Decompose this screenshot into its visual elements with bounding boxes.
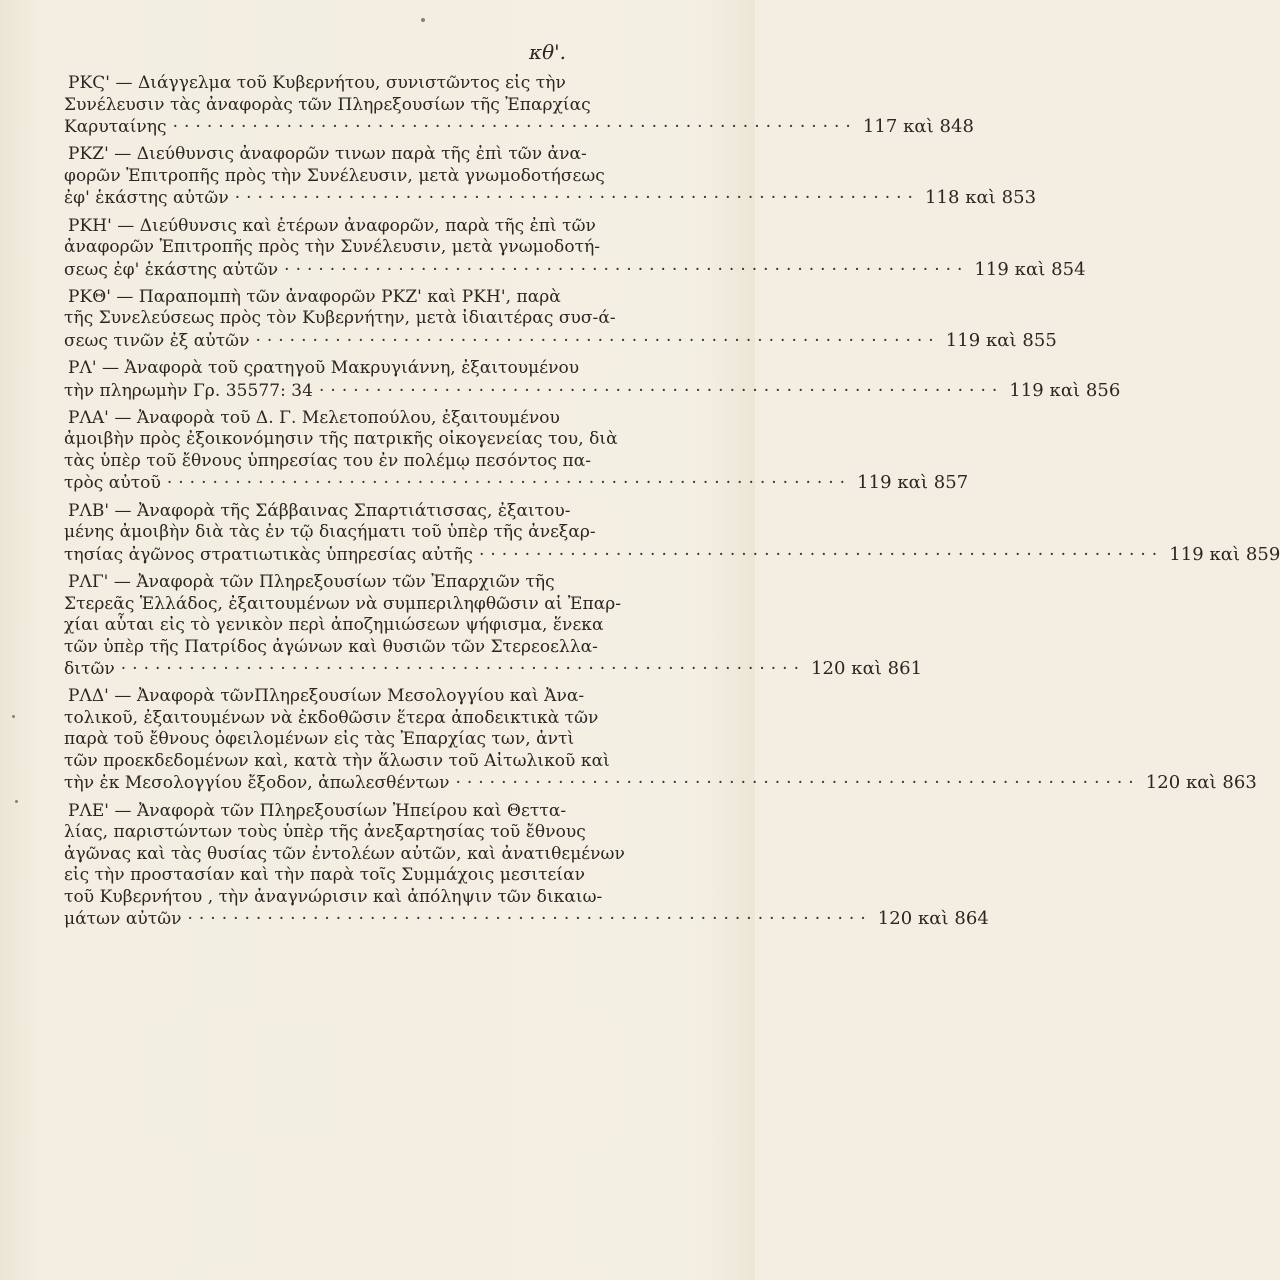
index-entry <box>64 572 923 681</box>
dot-leader: ···························································· <box>187 909 872 930</box>
dot-leader: ···························································· <box>284 259 969 280</box>
ink-speck <box>12 715 15 718</box>
entry-line: Συνέλευσιν τὰς ἀναφορὰς τῶν Πληρεξουσίων τῆς Ἐπαρχίας <box>64 94 591 115</box>
dot-leader: ···························································· <box>166 473 852 494</box>
dot-leader: ···························································· <box>234 188 919 209</box>
entry-last-line <box>64 329 1057 353</box>
page-reference: 118 καὶ 853 <box>924 187 1037 209</box>
entry-line: φορῶν Ἐπιτροπῆς πρὸς τὴν Συνέλευσιν, μετὰ γνωμοδοτήσεως <box>64 165 605 186</box>
entry-line: ΡΚϚ' — Διάγγελμα τοῦ Κυβερνήτου, συνιστῶντος εἰς τὴν <box>68 73 566 93</box>
ink-speck <box>15 800 18 803</box>
entry-line: ἀμοιβὴν πρὸς ἐξοικονόμησιν τῆς πατρικῆς οἰκογενείας του, διὰ <box>64 429 618 450</box>
entry-line: χίαι αὗται εἰς τὸ γενικὸν περὶ ἀποζημιώσεων ψήφισμα, ἕνεκα <box>64 615 604 636</box>
index-entry <box>64 144 1037 210</box>
entry-line: τὰς ὑπὲρ τοῦ ἔθνους ὑπηρεσίας του ἐν πολέμῳ πεσόντος πα- <box>64 450 592 471</box>
dot-leader: ···························································· <box>319 380 1004 401</box>
index-entry <box>64 358 1121 402</box>
page-reference: 119 καὶ 859 <box>1169 543 1280 565</box>
index-entry <box>64 407 969 495</box>
entry-text-end: σεως τινῶν ἐξ αὐτῶν <box>64 330 250 351</box>
entry-text-end: μάτων αὐτῶν <box>64 909 182 930</box>
entry-line: τολικοῦ, ἐξαιτουμένων νὰ ἐκδοθῶσιν ἕτερα ἀποδεικτικὰ τῶν <box>64 707 599 728</box>
entry-line: ΡΛΔ' — Ἀναφορὰ τῶνΠληρεξουσίων Μεσολογγίου καὶ Ἀνα- <box>68 686 585 707</box>
index-entry <box>64 286 1057 353</box>
entry-text-end: τησίας ἀγῶνος στρατιωτικὰς ὑπηρεσίας αὐτῆς <box>64 544 473 565</box>
entry-last-line <box>64 187 1037 210</box>
entry-line: Στερεᾶς Ἑλλάδος, ἐξαιτουμένων νὰ συμπεριληφθῶσιν αἱ Ἐπαρ- <box>64 593 622 614</box>
entry-line: ἀναφορῶν Ἐπιτροπῆς πρὸς τὴν Συνέλευσιν, μετὰ γνωμοδοτή- <box>64 237 601 258</box>
page-reference: 120 καὶ 863 <box>1145 772 1257 794</box>
entry-text-end: τὴν ἐκ Μεσολογγίου ἔξοδον, ἀπωλεσθέντων <box>64 773 450 794</box>
entry-line: παρὰ τοῦ ἔθνους ὀφειλομένων εἰς τὰς Ἐπαρχίας των, ἀντὶ <box>64 729 575 750</box>
page-reference: 117 καὶ 848 <box>862 116 975 137</box>
dot-leader: ···························································· <box>172 117 857 137</box>
index-entry <box>64 800 989 931</box>
dot-leader: ···························································· <box>455 773 1140 794</box>
entry-last-line <box>64 543 1280 567</box>
entry-line: μένης ἀμοιβὴν διὰ τὰς ἐν τῷ διαςήματι τοῦ ὑπὲρ τῆς ἀνεξαρ- <box>64 522 596 543</box>
entry-text-end: τὴν πληρωμὴν Γρ. 35577: 34 <box>64 380 314 401</box>
entry-line: ΡΛΑ' — Ἀναφορὰ τοῦ Δ. Γ. Μελετοπούλου, ἐξαιτουμένου <box>68 407 560 428</box>
index-entry <box>64 73 975 139</box>
dot-leader: ···························································· <box>255 330 940 351</box>
page-reference: 119 καὶ 856 <box>1009 379 1121 401</box>
entry-text-end: ἐφ' ἑκάστης αὐτῶν <box>64 188 229 209</box>
entry-line: τῆς Συνελεύσεως πρὸς τὸν Κυβερνήτην, μετὰ ἰδιαιτέρας συσ-ά- <box>64 308 616 329</box>
page-reference: 120 καὶ 864 <box>877 908 989 930</box>
entry-line: ΡΚΖ' — Διεύθυνσις ἀναφορῶν τινων παρὰ τῆς ἐπὶ τῶν ἀνα- <box>68 144 587 165</box>
dot-leader: ···························································· <box>120 659 805 680</box>
entry-text-end: σεως ἐφ' ἑκάστης αὐτῶν <box>64 259 279 280</box>
entry-last-line <box>64 116 975 139</box>
entry-text-end: διτῶν <box>64 659 115 680</box>
entry-last-line <box>64 772 1257 795</box>
page-reference: 119 καὶ 857 <box>857 472 969 494</box>
entry-text-end: τρὸς αὐτοῦ <box>64 473 161 494</box>
entry-line: ΡΛΕ' — Ἀναφορὰ τῶν Πληρεξουσίων Ἠπείρου καὶ Θεττα- <box>68 800 567 821</box>
page-number: κθ'. <box>529 40 567 64</box>
entry-last-line <box>64 908 989 931</box>
entry-text-end: Καρυταίνης <box>64 117 167 137</box>
entry-line: ΡΛΒ' — Ἀναφορὰ τῆς Σάββαινας Σπαρτιάτισσας, ἐξαιτου- <box>68 500 571 521</box>
entry-last-line <box>64 658 923 681</box>
entry-line: εἰς τὴν προστασίαν καὶ τὴν παρὰ τοῖς Συμμάχοις μεσιτείαν <box>64 865 586 886</box>
entry-line: λίας, παριστώντων τοὺς ὑπὲρ τῆς ἀνεξαρτησίας τοῦ ἔθνους <box>64 822 586 843</box>
index-entry <box>64 686 1257 795</box>
ink-speck <box>421 18 425 22</box>
entry-line: τῶν ὑπὲρ τῆς Πατρίδος ἀγώνων καὶ θυσιῶν τῶν Στερεοελλα- <box>64 636 598 657</box>
entry-line: ΡΚΗ' — Διεύθυνσις καὶ ἑτέρων ἀναφορῶν, παρὰ τῆς ἐπὶ τῶν <box>68 215 596 236</box>
dot-leader: ···························································· <box>478 544 1164 565</box>
entry-last-line <box>64 379 1121 403</box>
entry-line: τοῦ Κυβερνήτου , τὴν ἀναγνώρισιν καὶ ἀπόληψιν τῶν δικαιω- <box>64 886 603 907</box>
page-reference: 119 καὶ 855 <box>945 329 1057 351</box>
page-reference: 120 καὶ 861 <box>811 658 923 680</box>
entry-line: ΡΛ' — Ἀναφορὰ τοῦ ςρατηγοῦ Μακρυγιάννη, ἐξαιτουμένου <box>68 358 580 379</box>
index-entry <box>64 215 1086 282</box>
entry-line: ἀγῶνας καὶ τὰς θυσίας τῶν ἐντολέων αὐτῶν, καὶ ἀνατιθεμένων <box>64 843 625 864</box>
index-entry <box>64 500 1280 567</box>
entry-last-line <box>64 258 1086 282</box>
page-reference: 119 καὶ 854 <box>974 258 1086 280</box>
index-entries <box>64 73 1280 936</box>
entry-line: ΡΚΘ' — Παραπομπὴ τῶν ἀναφορῶν ΡΚΖ' καὶ ΡΚΗ', παρὰ <box>68 286 561 307</box>
entry-line: τῶν προεκδεδομένων καὶ, κατὰ τὴν ἅλωσιν τοῦ Αἰτωλικοῦ καὶ <box>64 750 610 771</box>
entry-line: ΡΛΓ' — Ἀναφορὰ τῶν Πληρεξουσίων τῶν Ἐπαρχιῶν τῆς <box>68 572 555 593</box>
entry-last-line <box>64 472 969 495</box>
